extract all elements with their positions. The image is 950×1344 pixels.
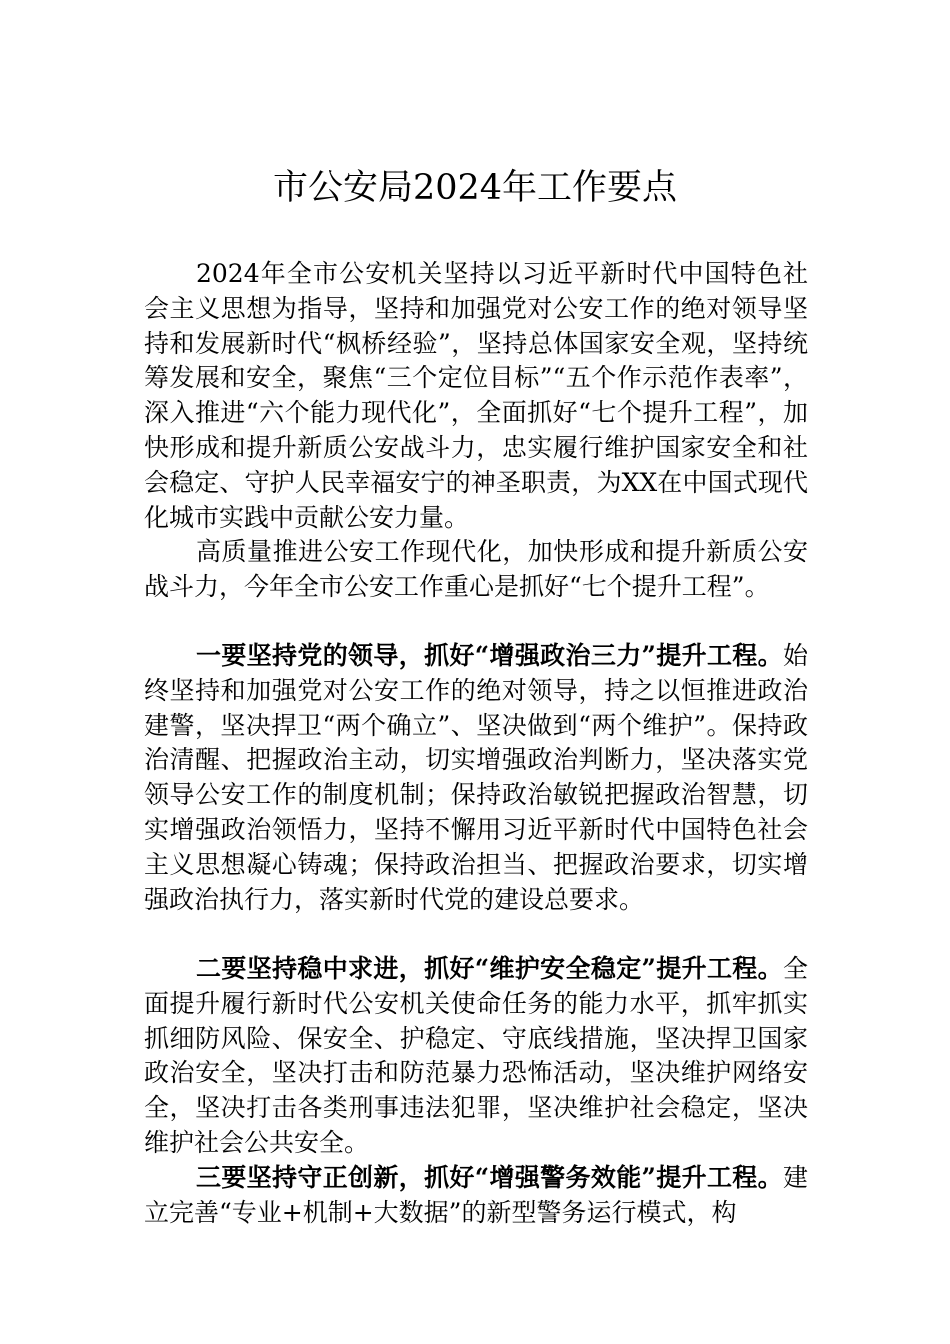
point-three-heading: 三要坚持守正创新，抓好“增强警务效能”提升工程。 (196, 1163, 783, 1192)
paragraph-point-one (144, 639, 808, 952)
point-one-text: 始终坚持和加强党对公安工作的绝对领导，持之以恒推进政治建警，坚决捍卫“两个确立”、坚决做到“两个维护”。保持政治清醒、把握政治主动，切实增强政治判断力，坚决落实党领导公安工作的制度机制；保持政治敏锐把握政治智慧，切实增强政治领悟力，坚持不懈用习近平新时代中国特色社会主义思想凝心铸魂；保持政治担当、把握政治要求，切实增强政治执行力，落实新时代党的建设总要求。 (144, 641, 808, 914)
paragraph-point-three (144, 1161, 808, 1241)
point-three-text: 建立完善“专业+机制+大数据”的新型警务运行模式，构 (144, 1163, 808, 1227)
paragraph-work-focus (144, 535, 808, 639)
document-body (144, 257, 808, 1241)
point-two-heading: 二要坚持稳中求进，抓好“维护安全稳定”提升工程。 (196, 954, 783, 983)
paragraph-work-focus-text: 高质量推进公安工作现代化，加快形成和提升新质公安战斗力，今年全市公安工作重心是抓好“七个提升工程”。 (144, 537, 808, 601)
paragraph-intro-text: 2024年全市公安机关坚持以习近平新时代中国特色社会主义思想为指导，坚持和加强党对公安工作的绝对领导坚持和发展新时代“枫桥经验”，坚持总体国家安全观，坚持统筹发展和安全，聚焦“三个定位目标”“五个作示范作表率”，深入推进“六个能力现代化”，全面抓好“七个提升工程”，加快形成和提升新质公安战斗力，忠实履行维护国家安全和社会稳定、守护人民幸福安宁的神圣职责，为XX在中国式现代化城市实践中贡献公安力量。 (144, 259, 808, 532)
paragraph-point-two (144, 952, 808, 1161)
paragraph-intro (144, 257, 808, 535)
point-one-heading: 一要坚持党的领导，抓好“增强政治三力”提升工程。 (196, 641, 783, 670)
document-title: 市公安局2024年工作要点 (272, 168, 678, 208)
point-two-text: 全面提升履行新时代公安机关使命任务的能力水平，抓牢抓实抓细防风险、保安全、护稳定、守底线措施，坚决捍卫国家政治安全，坚决打击和防范暴力恐怖活动，坚决维护网络安全，坚决打击各类刑事违法犯罪，坚决维护社会稳定，坚决维护社会公共安全。 (144, 954, 808, 1157)
